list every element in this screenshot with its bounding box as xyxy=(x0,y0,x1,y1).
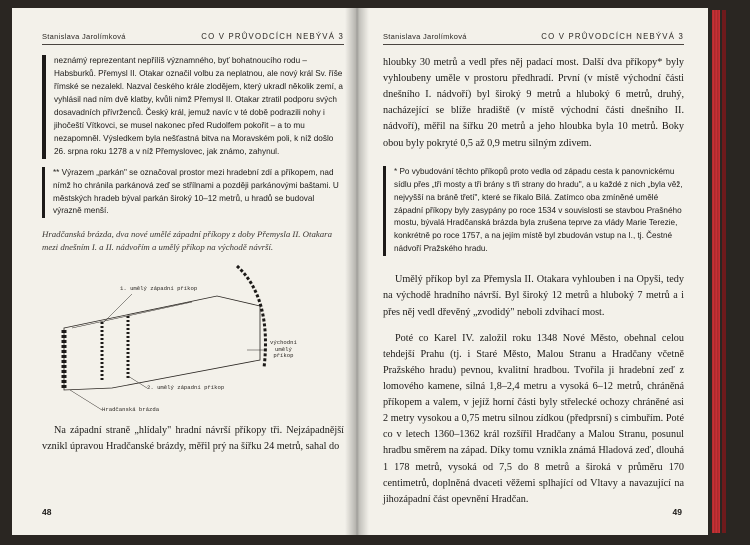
label-east-line-3: příkop xyxy=(273,352,294,360)
label-brazda: Hradčanská brázda xyxy=(102,405,160,413)
label-east-ditch xyxy=(270,340,297,360)
page-number-right: 49 xyxy=(672,507,682,517)
page-edge-red xyxy=(712,10,720,533)
label-east-line-2: umělý xyxy=(275,345,292,353)
footnote-parkan: ** Výrazem „parkán" se označoval prostor mezi hradební zdí a příkopem, nad nímž ho chránila parkánová zeď se střílnami a později parkánovými baštami. U městských hradeb býval parkán široký 10–12 metrů, u hradů se budoval výrazně menší. xyxy=(42,167,344,219)
header-series: CO V PRŮVODCÍCH NEBÝVÁ 3 xyxy=(201,32,344,41)
leader-brazda xyxy=(70,390,102,410)
page-edge-dark xyxy=(722,10,726,533)
header-author: Stanislava Jarolímková xyxy=(42,32,126,41)
left-page xyxy=(12,8,362,535)
inner-line xyxy=(72,302,192,328)
header-author: Stanislava Jarolímková xyxy=(383,32,467,41)
paragraph-2: Umělý příkop byl za Přemysla II. Otakara vyhlouben i na Opyši, tedy na východě hradního návrší. Byl široký 12 metrů a hluboký 7 metrů a i přes něj vedl dřevěný „zvodidý" neboli zdvihací most. xyxy=(383,274,684,318)
paragraph-3: Poté co Karel IV. založil roku 1348 Nové Město, obehnal celou tehdejší Prahu (tj. i Staré Město, Malou Stranu a Hradčany včetně Pražského hradu) pevnou, kvalitní hradbou. Tvořila ji hradební zeď z lomového kamene, silná 1,8–2,4 metru a vysoká 6–12 metrů, chráněná příkopem a valem, v jejíž horní části byly střelecké ochozy chráněné asi 2 metry vysokou a 0,75 metru silnou zídkou (předprsní) s cimbuřím. Poté co v letech 1360–1362 král rozšířil Hradčany a Malou Stranu, posunul hradbu směrem na západ. Díky tomu vznikla známá Hladová zeď, dlouhá 1 178 metrů, vysoká od 7,5 do 8 metrů a široká v průměru 170 centimetrů, doplněná dvaceti věžemi splhající od Vltavy a navazující na jihozápadní část opevnění Hradčan. xyxy=(383,332,684,505)
sidebar-box-text: neznámý reprezentant nepřílíš významného, byť bohatnoucího rodu – Habsburků. Přemysl II. Otakar označil volbu za neplatnou, ale nový král Sv. říše římské se nezalekl. Nazval českého krále zlodějem, který ukradl několik zemí, a vyhlásil nad ním dvě klatby, kvůli nimž Přemysl II. Otakar ztratil podporu svých dosavadních přívrženců. Český král, jemuž navíc v té době podrazili nohy i jihočeští Vítkovci, se musel nakonec před Rudolfem pokořit – a to mu nezapomněl. Výsledkem byla nešťastná bitva na Moravském poli, k níž došlo 26. srpna roku 1278 a v níž Přemyslovec, jak známo, zahynul. xyxy=(42,55,344,159)
label-ditch-1: 1. umělý západní příkop xyxy=(120,284,198,292)
eastern-moat-curve xyxy=(237,266,265,368)
right-page xyxy=(355,8,708,535)
page-number-left: 48 xyxy=(42,507,52,517)
header-series: CO V PRŮVODCÍCH NEBÝVÁ 3 xyxy=(541,32,684,41)
label-ditch-2: 2. umělý západní příkop xyxy=(147,383,225,391)
body-paragraph: Na západní straně „hlídaly" hradní návrší příkopy tři. Nejzápadnější vznikl úpravou Hradčanské brázdy, měřil prý na šířku 24 metrů, sahal do xyxy=(42,424,344,453)
footnote-bridges: * Po vybudování těchto příkopů proto vedla od západu cesta k panovnickému sídlu přes „tři mosty a tři brány s tři strany do hradu", a u každé z nich „byla věž, nejvyšší na bráně třetí", které se říkalo Bílá. Zatímco oba zmíněné umělé západní příkopy byly zasypány po roce 1534 v souvislosti se stavbou Prašného mostu, bývalá Hradčanská brázda byla zrušena teprve za vlády Marie Terezie, konkrétně po roce 1757, a na jejím místě byl zbudován vstup na I., tj. Čestné nádvoří Pražského hradu. xyxy=(383,166,684,257)
castle-outline xyxy=(64,296,260,390)
paragraph-1: hloubky 30 metrů a vedl přes něj padací most. Další dva příkopy* byly vyhloubeny uměle v prostoru předhradí. První (v místě východní části dnešního I. nádvoří) byl široký 9 metrů a hluboký 6 metrů, druhý, nacházející se blíže hradiště (v místě východní části dnešního II. nádvoří), měřil na šířku 20 metrů a jeho hloubka byla 10 metrů. Boky obou byly pokryté 0,5 až 0,9 metru silným zdivem. xyxy=(383,57,684,149)
left-running-header xyxy=(42,32,344,45)
castle-moat-diagram xyxy=(42,258,342,423)
diagram-drawing xyxy=(42,258,342,423)
label-east-line-1: východní xyxy=(270,338,297,346)
figure-caption: Hradčanská brázda, dva nové umělé západní příkopy z doby Přemysla II. Otakara mezi dnešním I. a II. nádvořím a umělý příkop na východě návrší. xyxy=(42,229,333,253)
right-running-header xyxy=(383,32,684,45)
